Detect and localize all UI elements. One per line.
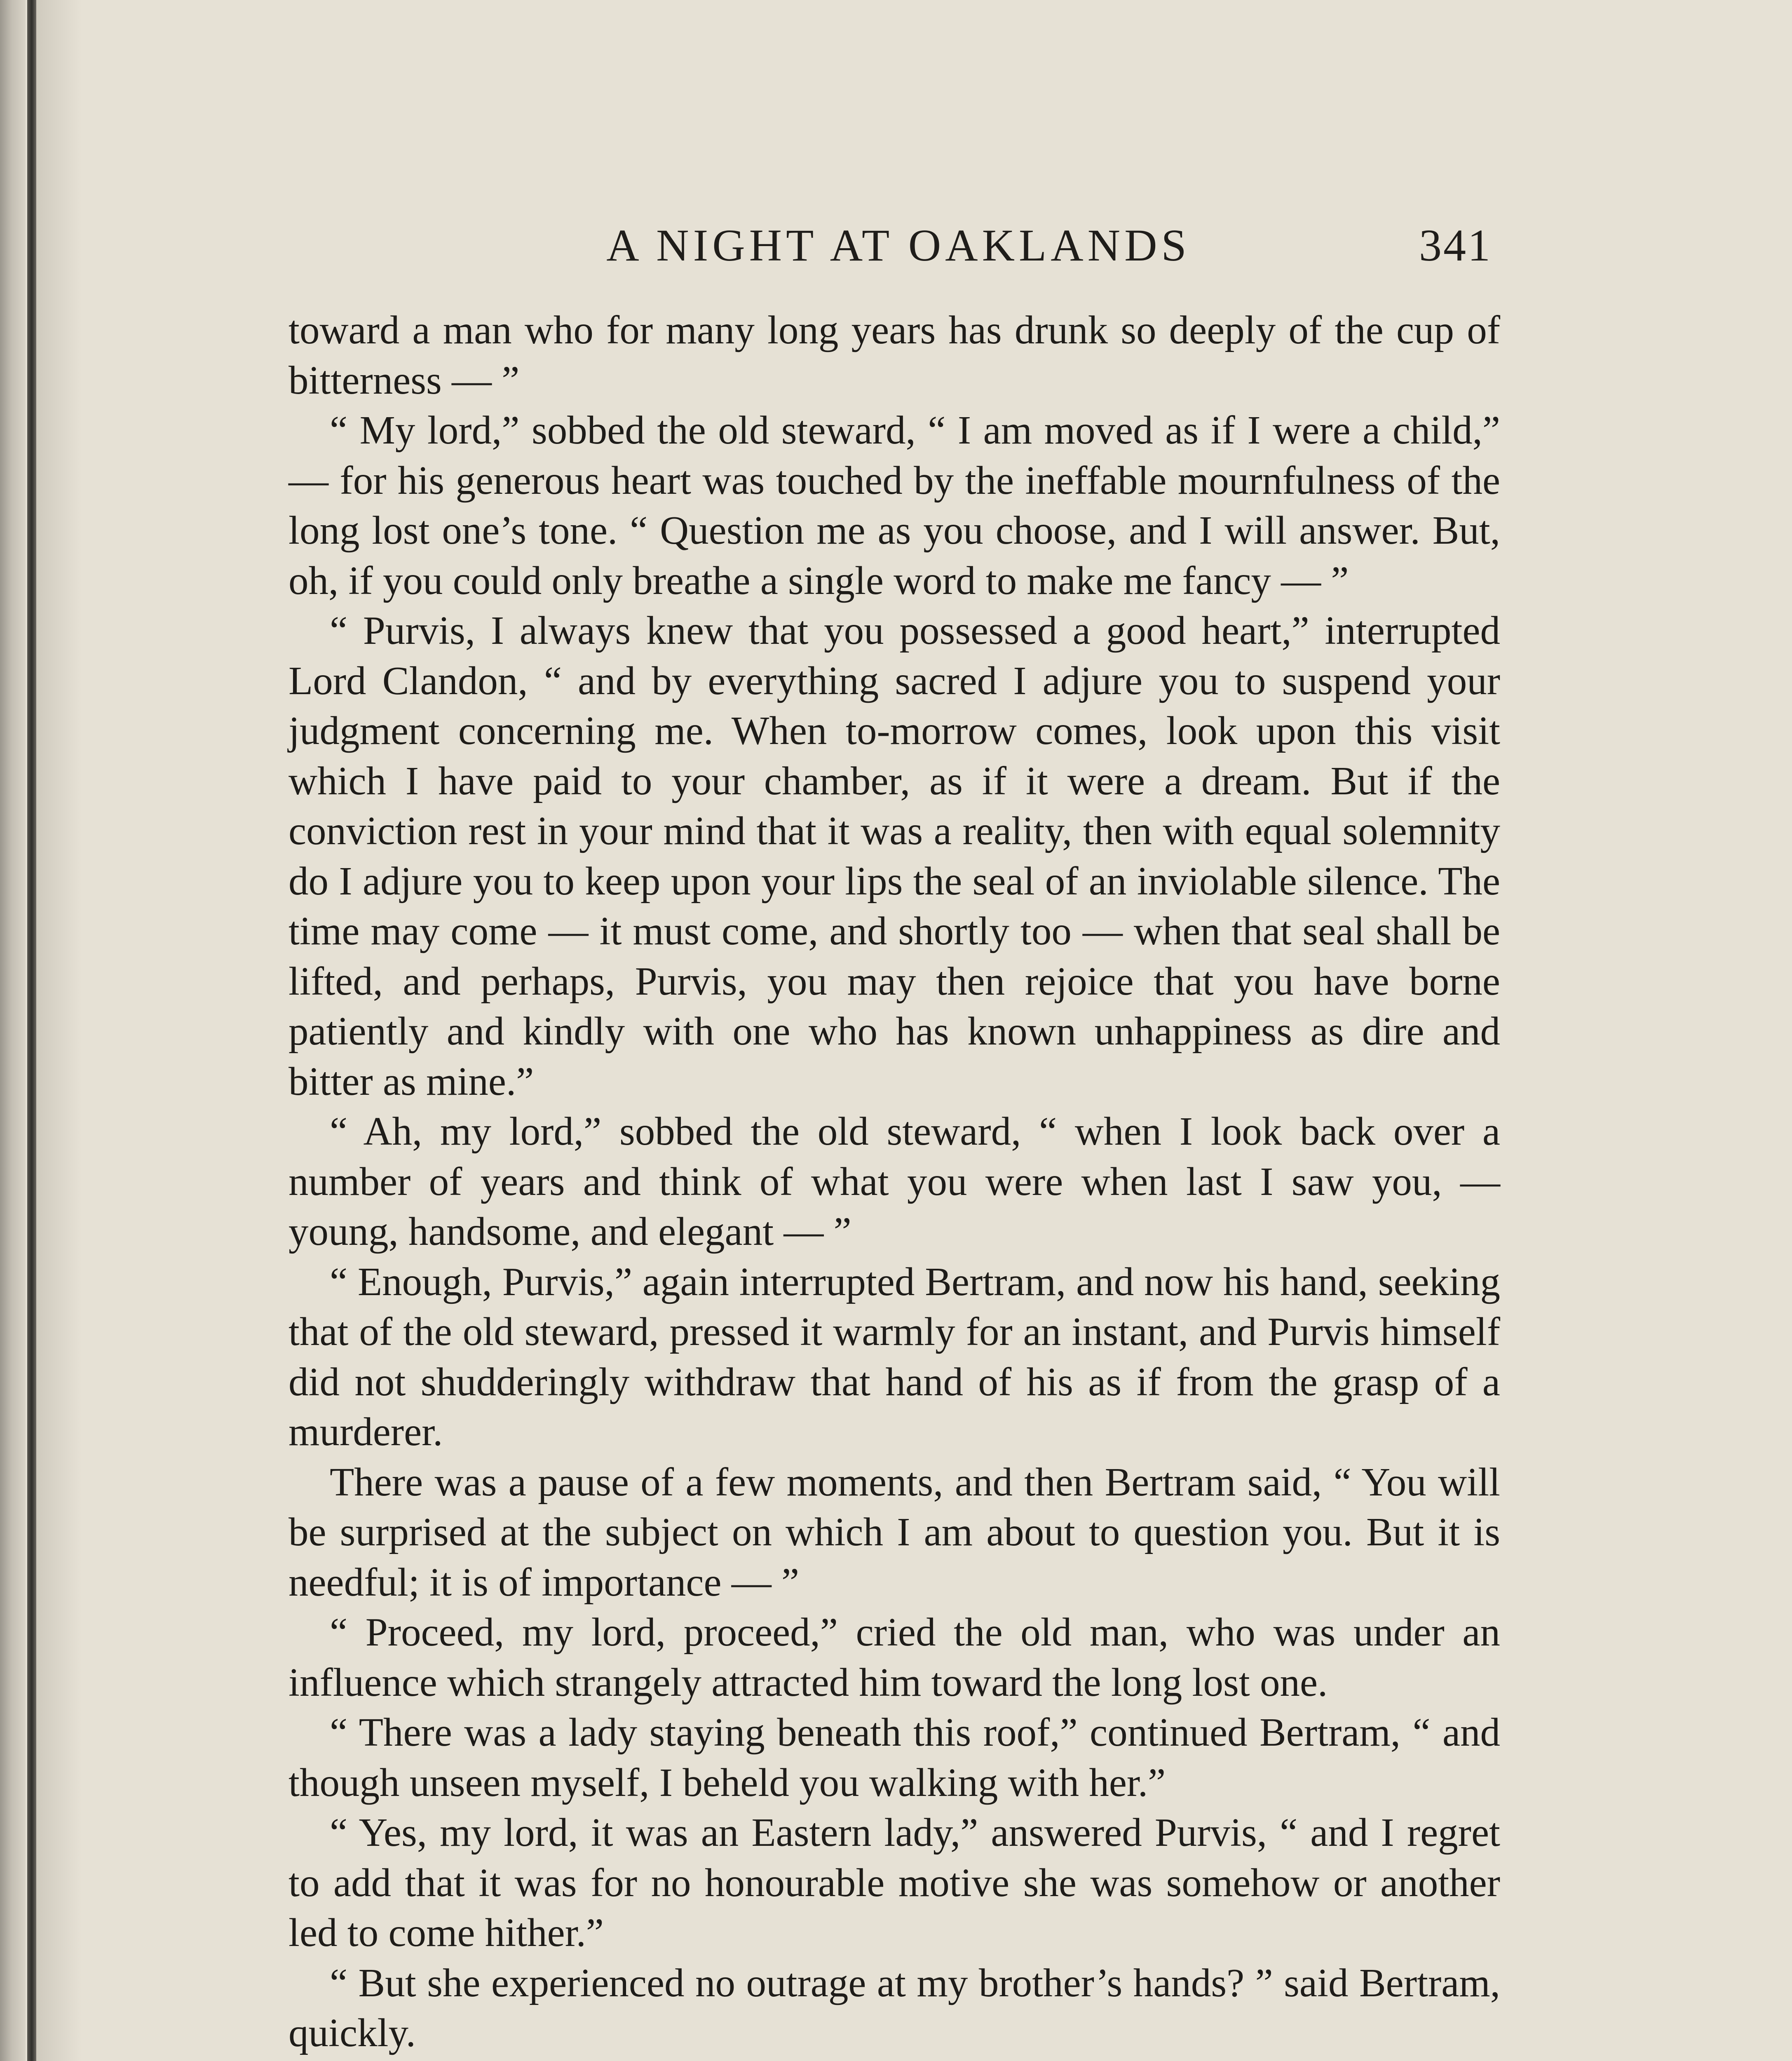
paragraph [289,2058,1500,2061]
running-title: A NIGHT AT OAKLANDS [606,220,1191,270]
paragraph: toward a man who for many long years has drunk so deeply of the cup of bitterness — ” [289,308,1500,402]
paragraph: “ My lord,” sobbed the old steward, “ I am moved as if I were a child,” — for his generous heart was touched by the ineffable mournfulness of the long lost one’s tone. “ Question me as you choose, and I will answer. But, oh, if you could only breathe a single word to make me fancy — ” [289,408,1500,603]
paragraph: “ There was a lady staying beneath this roof,” continued Bertram, “ and though unseen myself, I beheld you walking with her.” [289,1710,1500,1805]
paragraph: “ But she experienced no outrage at my brother’s hands? ” said Bertram, quickly. [289,1960,1500,2055]
body-text [289,305,1500,2061]
running-header [289,214,1525,276]
paragraph: “ Enough, Purvis,” again interrupted Bertram, and now his hand, seeking that of the old steward, pressed it warmly for an instant, and Purvis himself did not shudderingly withdraw that hand of his as if from the grasp of a murderer. [289,1259,1500,1454]
page-number: 341 [1419,220,1492,270]
paragraph: “ Yes, my lord, it was an Eastern lady,” answered Purvis, “ and I regret to add that it was for no honourable motive she was somehow or another led to come hither.” [289,1810,1500,1955]
paragraph: There was a pause of a few moments, and then Bertram said, “ You will be surprised at the subject on which I am about to question you. But it is needful; it is of importance — ” [289,1460,1500,1604]
paragraph: “ Proceed, my lord, proceed,” cried the old man, who was under an influence which strangely attracted him toward the long lost one. [289,1610,1500,1704]
paragraph: “ Ah, my lord,” sobbed the old steward, “ when I look back over a number of years and think of what you were when last I saw you, — young, handsome, and elegant — ” [289,1109,1500,1254]
paragraph: “ Purvis, I always knew that you possessed a good heart,” interrupted Lord Clandon, “ and by everything sacred I adjure you to suspend your judgment concerning me. When to-morrow comes, look upon this visit which I have paid to your chamber, as if it were a dream. But if the conviction rest in your mind that it was a reality, then with equal solemnity do I adjure you to keep upon your lips the seal of an inviolable silence. The time may come — it must come, and shortly too — when that seal shall be lifted, and perhaps, Purvis, you may then rejoice that you have borne patiently and kindly with one who has known unhappiness as dire and bitter as mine.” [289,608,1500,1103]
